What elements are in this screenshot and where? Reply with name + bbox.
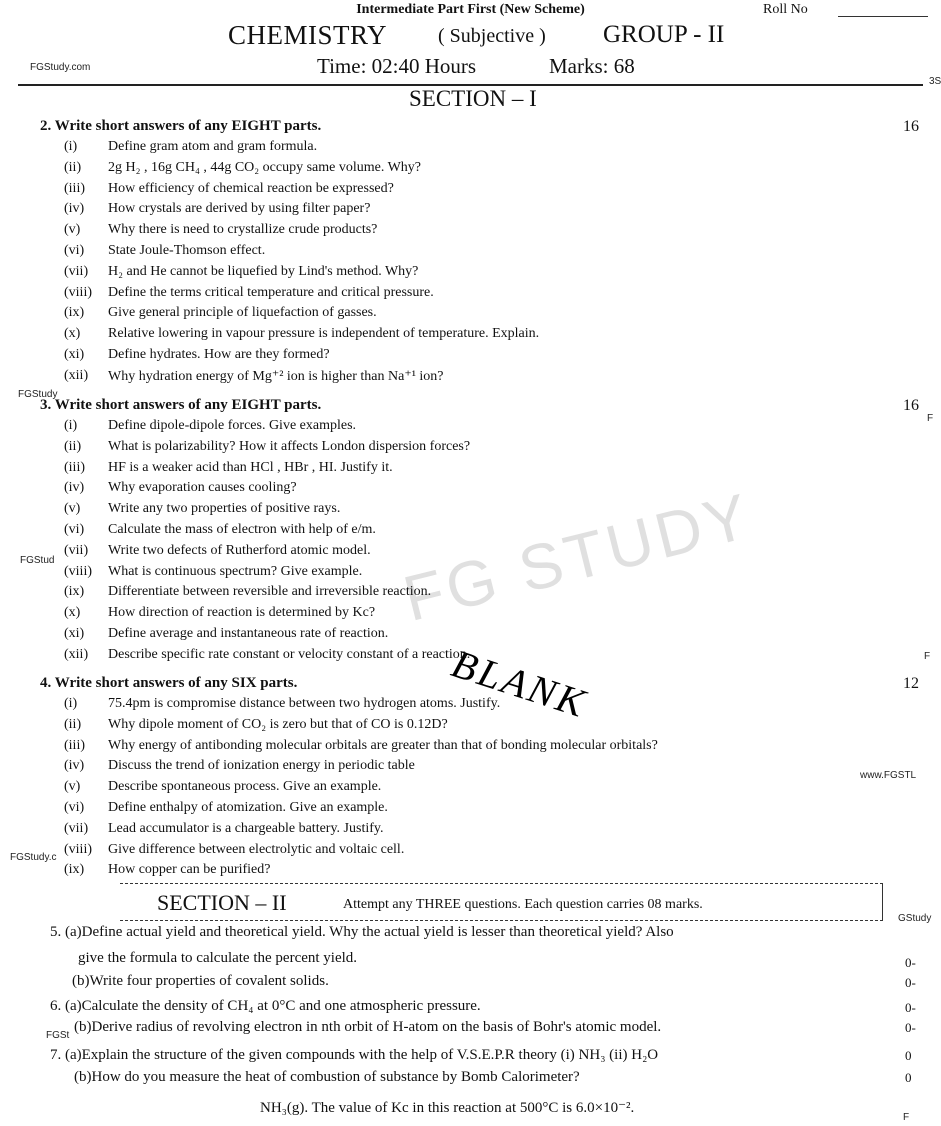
paper-type: ( Subjective ) — [438, 25, 546, 47]
part-text: What is polarizability? How it affects London dispersion forces? — [108, 438, 471, 454]
question-part — [64, 460, 470, 481]
question-part — [64, 418, 470, 439]
question-part — [64, 862, 658, 883]
group-label: GROUP - II — [603, 21, 725, 48]
part-text: Calculate the mass of electron with help of e/m. — [108, 521, 376, 537]
side-watermark: www.FGSTL — [860, 770, 917, 781]
question-part — [64, 842, 658, 863]
part-text: Describe spontaneous process. Give an example. — [108, 779, 382, 795]
question-part — [64, 439, 470, 460]
part-text: Relative lowering in vapour pressure is independent of temperature. Explain. — [108, 326, 540, 342]
part-number: (iii) — [64, 459, 85, 475]
watermark: FG STUDY — [396, 479, 759, 635]
part-number: (xi) — [64, 625, 85, 641]
part-number: (iv) — [64, 480, 85, 496]
part-text: H₂ and He cannot be liquefied by Lind's method. Why? — [108, 263, 419, 279]
part-text: Why energy of antibonding molecular orbitals are greater than that of bonding molecular orbitals? — [108, 737, 658, 753]
question-part — [64, 160, 539, 181]
question-part — [64, 800, 658, 821]
side-watermark: GStudy — [898, 913, 932, 924]
question-heading: 3. Write short answers of any EIGHT parts. — [40, 397, 322, 413]
part-number: (xi) — [64, 346, 85, 362]
question-marks: 16 — [903, 397, 919, 414]
part-text: Define average and instantaneous rate of reaction. — [108, 625, 389, 641]
part-number: (vii) — [64, 263, 89, 279]
board-line: Intermediate Part First (New Scheme) — [356, 2, 585, 17]
side-watermark: F — [924, 651, 931, 662]
marks-label: Marks: 68 — [549, 54, 635, 78]
roll-no-blank — [838, 16, 928, 17]
time-label: Time: 02:40 Hours — [317, 54, 477, 78]
part-text: Differentiate between reversible and irreversible reaction. — [108, 584, 432, 600]
part-number: (x) — [64, 326, 81, 342]
question-part — [64, 285, 539, 306]
part-number: (iv) — [64, 758, 85, 774]
part-text: Why dipole moment of CO₂ is zero but that of CO is 0.12D? — [108, 716, 448, 732]
part-number: (ii) — [64, 438, 82, 454]
part-number: (i) — [64, 139, 78, 154]
long-question-line: (b)How do you measure the heat of combustion of substance by Bomb Calorimeter? — [74, 1069, 580, 1085]
question-part — [64, 564, 470, 585]
part-number: (i) — [64, 418, 78, 433]
question-part — [64, 222, 539, 243]
question-heading: 2. Write short answers of any EIGHT parts. — [40, 118, 322, 134]
side-watermark: 3S — [929, 76, 941, 87]
question-parts — [64, 139, 539, 389]
long-question-marks: 0 — [905, 1048, 912, 1063]
part-number: (ii) — [64, 159, 82, 175]
part-text: Lead accumulator is a chargeable battery. Justify. — [108, 820, 384, 836]
blank-stamp: BLANK — [446, 640, 594, 727]
part-number: (iii) — [64, 737, 85, 753]
part-text: Why evaporation causes cooling? — [108, 480, 297, 496]
side-watermark: FGStudy.com — [30, 62, 91, 73]
part-number: (v) — [64, 222, 81, 238]
question-part — [64, 647, 470, 668]
long-question-line: (b)Derive radius of revolving electron in nth orbit of H-atom on the basis of Bohr's atomic model. — [74, 1019, 662, 1035]
long-question-marks: 0- — [905, 1000, 916, 1015]
part-text: Why there is need to crystallize crude products? — [108, 222, 378, 238]
question-part — [64, 347, 539, 368]
part-number: (vi) — [64, 521, 85, 537]
part-number: (viii) — [64, 284, 92, 300]
side-watermark: FGStud — [20, 555, 55, 566]
side-watermark: FGStudy — [18, 389, 58, 400]
part-text: Define the terms critical temperature and critical pressure. — [108, 284, 434, 300]
side-watermark: FGSt — [46, 1030, 70, 1041]
question-part — [64, 779, 658, 800]
part-number: (xii) — [64, 367, 89, 383]
question-part — [64, 696, 658, 717]
long-question-marks: 0- — [905, 975, 916, 990]
long-question-marks: 0- — [905, 1020, 916, 1035]
part-text: Why hydration energy of Mg⁺² ion is higher than Na⁺¹ ion? — [108, 368, 444, 384]
part-number: (iv) — [64, 201, 85, 217]
question-part — [64, 305, 539, 326]
long-question-line: 5. (a)Define actual yield and theoretical yield. Why the actual yield is lesser than theoretical yield? Also — [50, 924, 674, 940]
part-text: How crystals are derived by using filter paper? — [108, 201, 371, 217]
part-number: (vi) — [64, 799, 85, 815]
long-question-line: (b)Write four properties of covalent solids. — [72, 973, 329, 989]
section-2-title: SECTION – II — [157, 890, 287, 915]
part-number: (vi) — [64, 242, 85, 258]
question-marks: 16 — [903, 118, 919, 135]
question-part — [64, 243, 539, 264]
part-number: (iii) — [64, 180, 85, 196]
part-text: How copper can be purified? — [108, 862, 271, 878]
part-number: (v) — [64, 501, 81, 517]
part-number: (viii) — [64, 563, 92, 579]
section-1-title: SECTION – I — [409, 86, 537, 111]
part-text: How efficiency of chemical reaction be expressed? — [108, 180, 394, 196]
part-text: Define dipole-dipole forces. Give examples. — [108, 418, 357, 433]
question-part — [64, 605, 470, 626]
part-text: How direction of reaction is determined by Kc? — [108, 605, 376, 621]
part-text: Give difference between electrolytic and voltaic cell. — [108, 841, 405, 857]
part-number: (ix) — [64, 584, 85, 600]
part-number: (ix) — [64, 862, 85, 878]
side-watermark: F — [903, 1112, 910, 1123]
question-part — [64, 181, 539, 202]
part-text: Give general principle of liquefaction of gasses. — [108, 305, 377, 321]
long-question-line: give the formula to calculate the percent yield. — [78, 950, 358, 966]
part-number: (vii) — [64, 542, 89, 558]
side-watermark: F — [927, 413, 934, 424]
question-part — [64, 758, 658, 779]
part-text: What is continuous spectrum? Give example. — [108, 563, 363, 579]
subject-title: CHEMISTRY — [228, 20, 388, 50]
question-part — [64, 821, 658, 842]
question-part — [64, 264, 539, 285]
long-question-line: 7. (a)Explain the structure of the given compounds with the help of V.S.E.P.R theory (i) NH₃ (ii) H₂O — [50, 1047, 659, 1063]
question-part — [64, 368, 539, 389]
part-text: Describe specific rate constant or velocity constant of a reaction. — [108, 646, 471, 662]
question-part — [64, 139, 539, 160]
long-question-line: 6. (a)Calculate the density of CH₄ at 0°C and one atmospheric pressure. — [50, 998, 481, 1014]
section-2-instruction: Attempt any THREE questions. Each question carries 08 marks. — [343, 897, 703, 912]
part-text: HF is a weaker acid than HCl , HBr , HI. Justify it. — [108, 459, 393, 475]
part-text: Write any two properties of positive rays. — [108, 501, 341, 517]
part-text: 2g H₂ , 16g CH₄ , 44g CO₂ occupy same volume. Why? — [108, 159, 422, 175]
question-heading: 4. Write short answers of any SIX parts. — [40, 675, 298, 691]
question-part — [64, 543, 470, 564]
part-number: (viii) — [64, 841, 92, 857]
question-part — [64, 201, 539, 222]
question-part — [64, 522, 470, 543]
long-question-line: NH₃(g). The value of Kc in this reaction at 500°C is 6.0×10⁻². — [260, 1100, 635, 1116]
part-text: 75.4pm is compromise distance between two hydrogen atoms. Justify. — [108, 696, 501, 711]
part-text: State Joule-Thomson effect. — [108, 242, 266, 258]
question-part — [64, 326, 539, 347]
part-number: (i) — [64, 696, 78, 711]
part-number: (ix) — [64, 305, 85, 321]
question-part — [64, 717, 658, 738]
part-text: Define gram atom and gram formula. — [108, 139, 318, 154]
part-text: Define enthalpy of atomization. Give an example. — [108, 799, 388, 815]
long-question-marks: 0 — [905, 1070, 912, 1085]
question-parts — [64, 696, 658, 883]
question-part — [64, 584, 470, 605]
part-text: Define hydrates. How are they formed? — [108, 346, 330, 362]
question-marks: 12 — [903, 675, 919, 692]
part-text: Write two defects of Rutherford atomic model. — [108, 542, 371, 558]
question-part — [64, 626, 470, 647]
part-text: Discuss the trend of ionization energy in periodic table — [108, 758, 415, 774]
question-part — [64, 738, 658, 759]
part-number: (ii) — [64, 716, 82, 732]
long-question-marks: 0- — [905, 955, 916, 970]
question-part — [64, 480, 470, 501]
part-number: (xii) — [64, 646, 89, 662]
question-parts — [64, 418, 470, 668]
part-number: (vii) — [64, 820, 89, 836]
part-number: (v) — [64, 779, 81, 795]
part-number: (x) — [64, 605, 81, 621]
side-watermark: FGStudy.c — [10, 852, 57, 863]
question-part — [64, 501, 470, 522]
roll-no-label: Roll No — [763, 2, 808, 17]
